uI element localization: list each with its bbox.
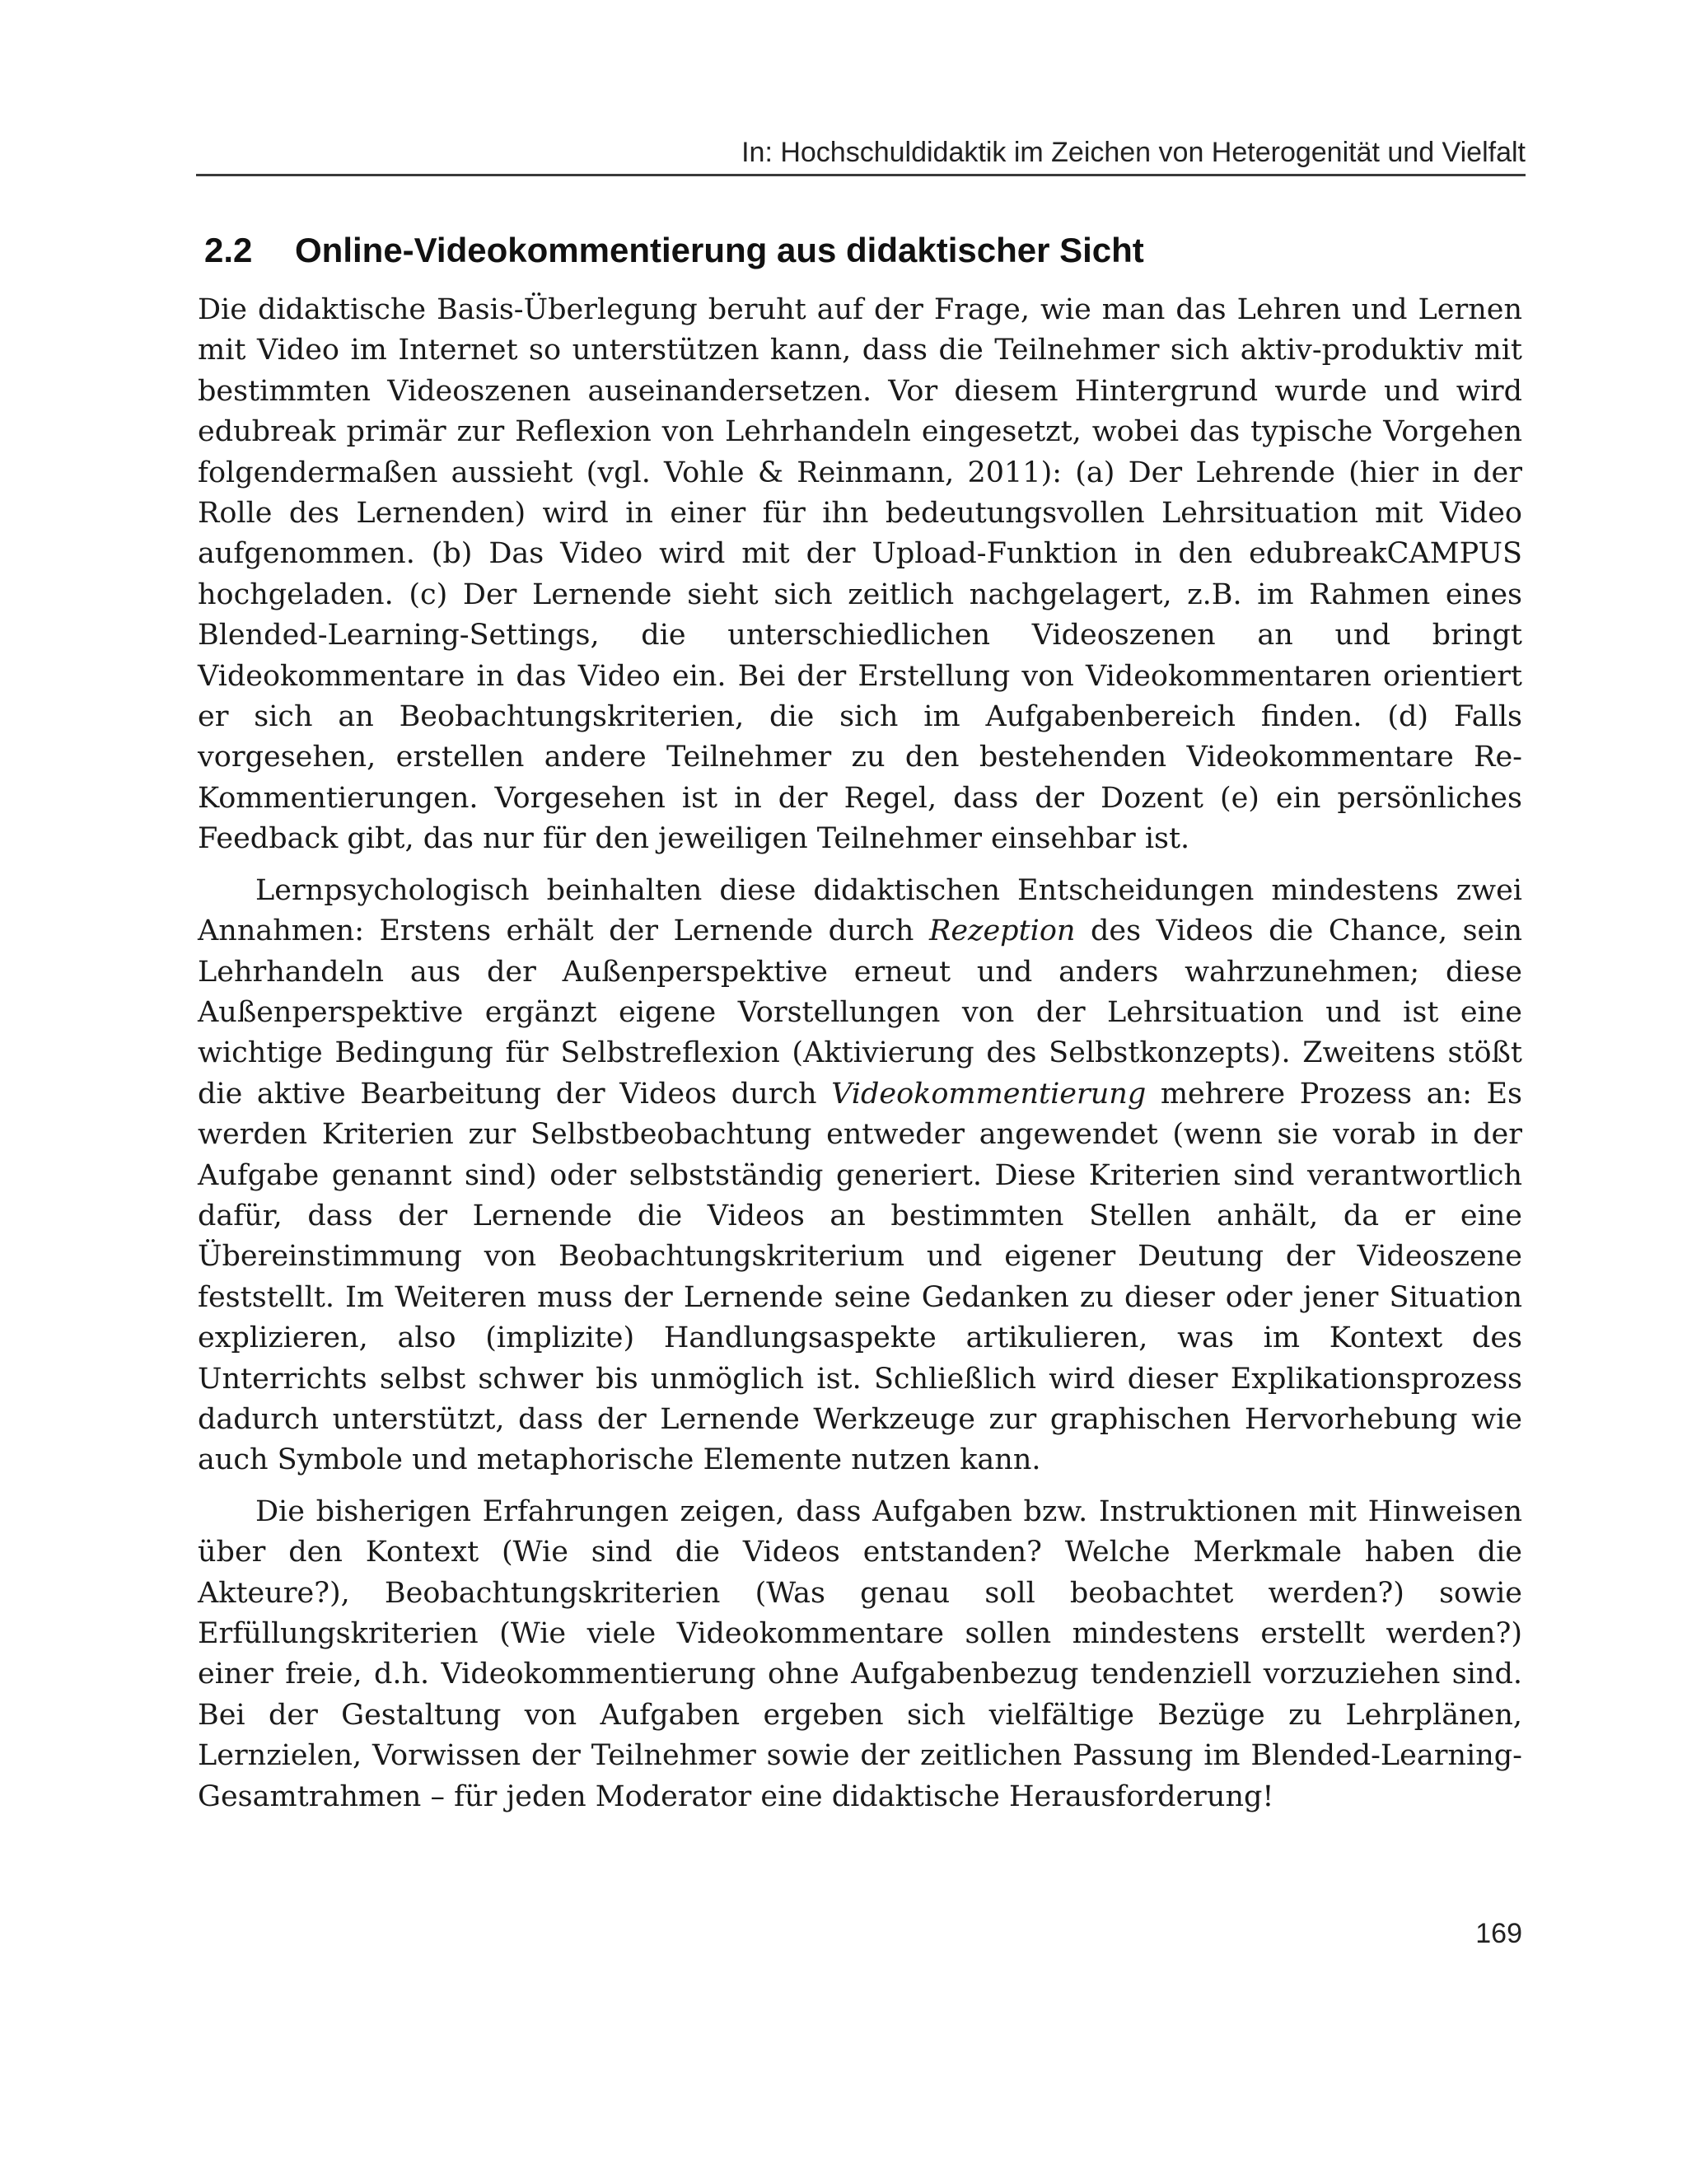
section-heading — [204, 224, 1522, 277]
emphasis-rezeption: Rezeption — [928, 914, 1076, 948]
paragraph-2-part-3: mehrere Prozess an: Es werden Kriterien zur Selbstbeobachtung entweder angewendet (wenn sie vorab in der Aufgabe genannt sind) oder selbstständig generiert. Diese Kriterien sind verantwortlich dafür, dass der Lernende die Videos an bestimmten Stellen anhält, da er eine Übereinstimmung von Beobachtungskriterium und eigener Deutung der Videoszene feststellt. Im Weiteren muss der Lernende seine Gedanken zu dieser oder jener Situation explizieren, also (implizite) Handlungsaspekte artikulieren, was im Kontext des Unterrichts selbst schwer bis unmöglich ist. Schließlich wird dieser Explikationsprozess dadurch unterstützt, dass der Lernende Werkzeuge zur graphischen Hervorhebung wie auch Symbole und metaphorische Elemente nutzen kann. — [198, 1077, 1522, 1477]
body-text — [198, 290, 1522, 1817]
paragraph-1: Die didaktische Basis-Überlegung beruht auf der Frage, wie man das Lehren und Lernen mit Video im Internet so unterstützen kann, dass die Teilnehmer sich aktiv-produktiv mit bestimmten Videoszenen auseinandersetzen. Vor diesem Hintergrund wurde und wird edubreak primär zur Reflexion von Lehrhandeln eingesetzt, wobei das typische Vorgehen folgendermaßen aussieht (vgl. Vohle & Reinmann, 2011): (a) Der Lehrende (hier in der Rolle des Lernenden) wird in einer für ihn bedeutungsvollen Lehrsituation mit Video aufgenommen. (b) Das Video wird mit der Upload-Funktion in den edubreakCAMPUS hochgeladen. (c) Der Lernende sieht sich zeitlich nachgelagert, z.B. im Rahmen eines Blended-Learning-Settings, die unterschiedlichen Videoszenen an und bringt Videokommentare in das Video ein. Bei der Erstellung von Videokommentaren orientiert er sich an Beobachtungskriterien, die sich im Aufgabenbereich finden. (d) Falls vorgesehen, erstellen andere Teilnehmer zu den bestehenden Videokommentare Re-Kommentierungen. Vorgesehen ist in der Regel, dass der Dozent (e) ein persönliches Feedback gibt, das nur für den jeweiligen Teilnehmer einsehbar ist. — [198, 293, 1522, 856]
paragraph-3: Die bisherigen Erfahrungen zeigen, dass Aufgaben bzw. Instruktionen mit Hinweisen über den Kontext (Wie sind die Videos entstanden? Welche Merkmale haben die Akteure?), Beobachtungskriterien (Was genau soll beobachtet werden?) sowie Erfüllungskriterien (Wie viele Videokommentare sollen mindestens erstellt werden?) einer freie, d.h. Videokommentierung ohne Aufgabenbezug tendenziell vorzuziehen sind. Bei der Gestaltung von Aufgaben ergeben sich vielfältige Bezüge zu Lehrplänen, Lernzielen, Vorwissen der Teilnehmer sowie der zeitlichen Passung im Blended-Learning-Gesamtrahmen – für jeden Moderator eine didaktische Herausforderung! — [198, 1494, 1522, 1813]
section-title: Online-Videokommentierung aus didaktischer Sicht — [295, 231, 1144, 269]
section-number: 2.2 — [204, 231, 253, 269]
paragraph-2-part-1: Lernpsychologisch beinhalten diese didaktischen Entscheidungen mindestens zwei Annahmen: Erstens erhält der Lernende durch — [198, 873, 1522, 948]
paragraph-2 — [198, 871, 1522, 1481]
running-header — [196, 130, 1526, 176]
running-header-title: In: Hochschuldidaktik im Zeichen von Heterogenität und Vielfalt — [741, 137, 1526, 168]
emphasis-videokommentierung: Videokommentierung — [831, 1077, 1147, 1111]
paragraph-2-part-2: des Videos die Chance, sein Lehrhandeln aus der Außenperspektive erneut und anders wahrzunehmen; diese Außenperspektive ergänzt eigene Vorstellungen von der Lehrsituation und ist eine wichtige Bedingung für Selbstreflexion (Aktivierung des Selbstkonzepts). Zweitens stößt die aktive Bearbeitung der Videos durch — [198, 914, 1522, 1111]
page-number: 169 — [1475, 1918, 1522, 1949]
